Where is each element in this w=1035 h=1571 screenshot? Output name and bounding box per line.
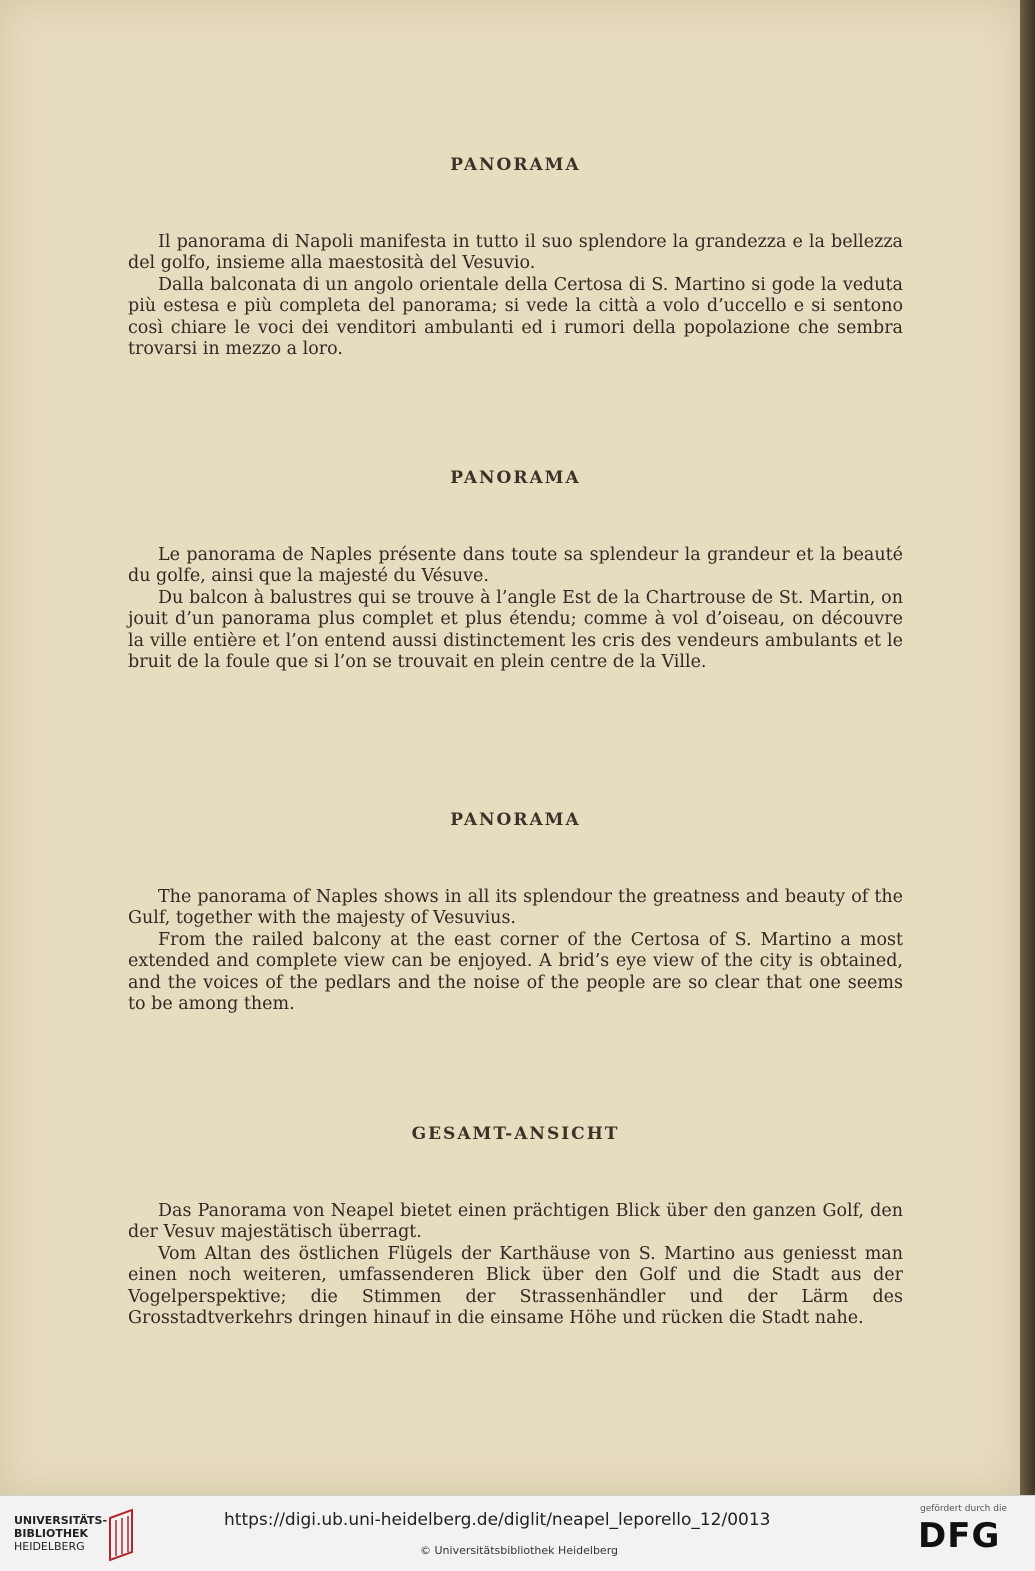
section-german: [128, 1124, 903, 1329]
library-name-line: HEIDELBERG: [14, 1540, 85, 1553]
section-french: [128, 468, 903, 673]
library-name-line: UNIVERSITÄTS-: [14, 1514, 108, 1527]
page-edge: [1020, 0, 1035, 1495]
section-heading: PANORAMA: [450, 810, 581, 830]
paragraph: The panorama of Naples shows in all its splendour the greatness and beauty of the Gulf, together with the majesty of Vesuvius.: [128, 887, 903, 929]
paragraph: Das Panorama von Neapel bietet einen prächtigen Blick über den ganzen Golf, den der Vesuv majestätisch überragt.: [128, 1201, 903, 1243]
funding-note: gefördert durch die: [920, 1504, 1007, 1514]
copyright-text: © Universitätsbibliothek Heidelberg: [420, 1544, 619, 1557]
permalink-url[interactable]: https://digi.ub.uni-heidelberg.de/diglit/neapel_leporello_12/0013: [224, 1510, 771, 1530]
paragraph: Il panorama di Napoli manifesta in tutto il suo splendore la grandezza e la bellezza del golfo, insieme alla maestosità del Vesuvio.: [128, 232, 903, 274]
paragraph: Le panorama de Naples présente dans toute sa splendeur la grandeur et la beauté du golfe, ainsi que la majesté du Vésuve.: [128, 545, 903, 587]
viewer-footer: [0, 1495, 1035, 1571]
section-heading: PANORAMA: [450, 155, 581, 175]
paragraph: Vom Altan des östlichen Flügels der Karthäuse von S. Martino aus geniesst man einen noch weiteren, umfassenderen Blick über den Golf und die Stadt aus der Vogelperspektive; die Stimmen der Strassenhändler und der Lärm des Grosstadtverkehrs dringen hinauf in die einsame Höhe und rücken die Stadt nahe.: [128, 1243, 903, 1329]
paragraph: Dalla balconata di un angolo orientale della Certosa di S. Martino si gode la veduta più estesa e più completa del panorama; si vede la città a volo d’uccello e si sentono così chiare le voci dei venditori ambulanti ed i rumori della popolazione che sembra trovarsi in mezzo a loro.: [128, 274, 903, 360]
section-italian: [128, 155, 903, 360]
section-heading: PANORAMA: [450, 468, 581, 488]
library-name-line: BIBLIOTHEK: [14, 1527, 89, 1540]
library-logo-icon: [104, 1506, 144, 1561]
library-logo-text: [14, 1514, 107, 1553]
paragraph: Du balcon à balustres qui se trouve à l’angle Est de la Chartrouse de St. Martin, on jouit d’un panorama plus complet et plus étendu; comme à vol d’oiseau, on découvre la ville entière et l’on entend aussi distinctement les cris des vendeurs ambulants et le bruit de la foule que si l’on se trouvait en plein centre de la Ville.: [128, 587, 903, 673]
section-heading: GESAMT-ANSICHT: [411, 1124, 620, 1144]
paragraph: From the railed balcony at the east corner of the Certosa of S. Martino a most extended and complete view can be enjoyed. A brid’s eye view of the city is obtained, and the voices of the pedlars and the noise of the people are so clear that one seems to be among them.: [128, 929, 903, 1015]
section-english: [128, 810, 903, 1015]
dfg-logo: DFG: [918, 1516, 1001, 1556]
